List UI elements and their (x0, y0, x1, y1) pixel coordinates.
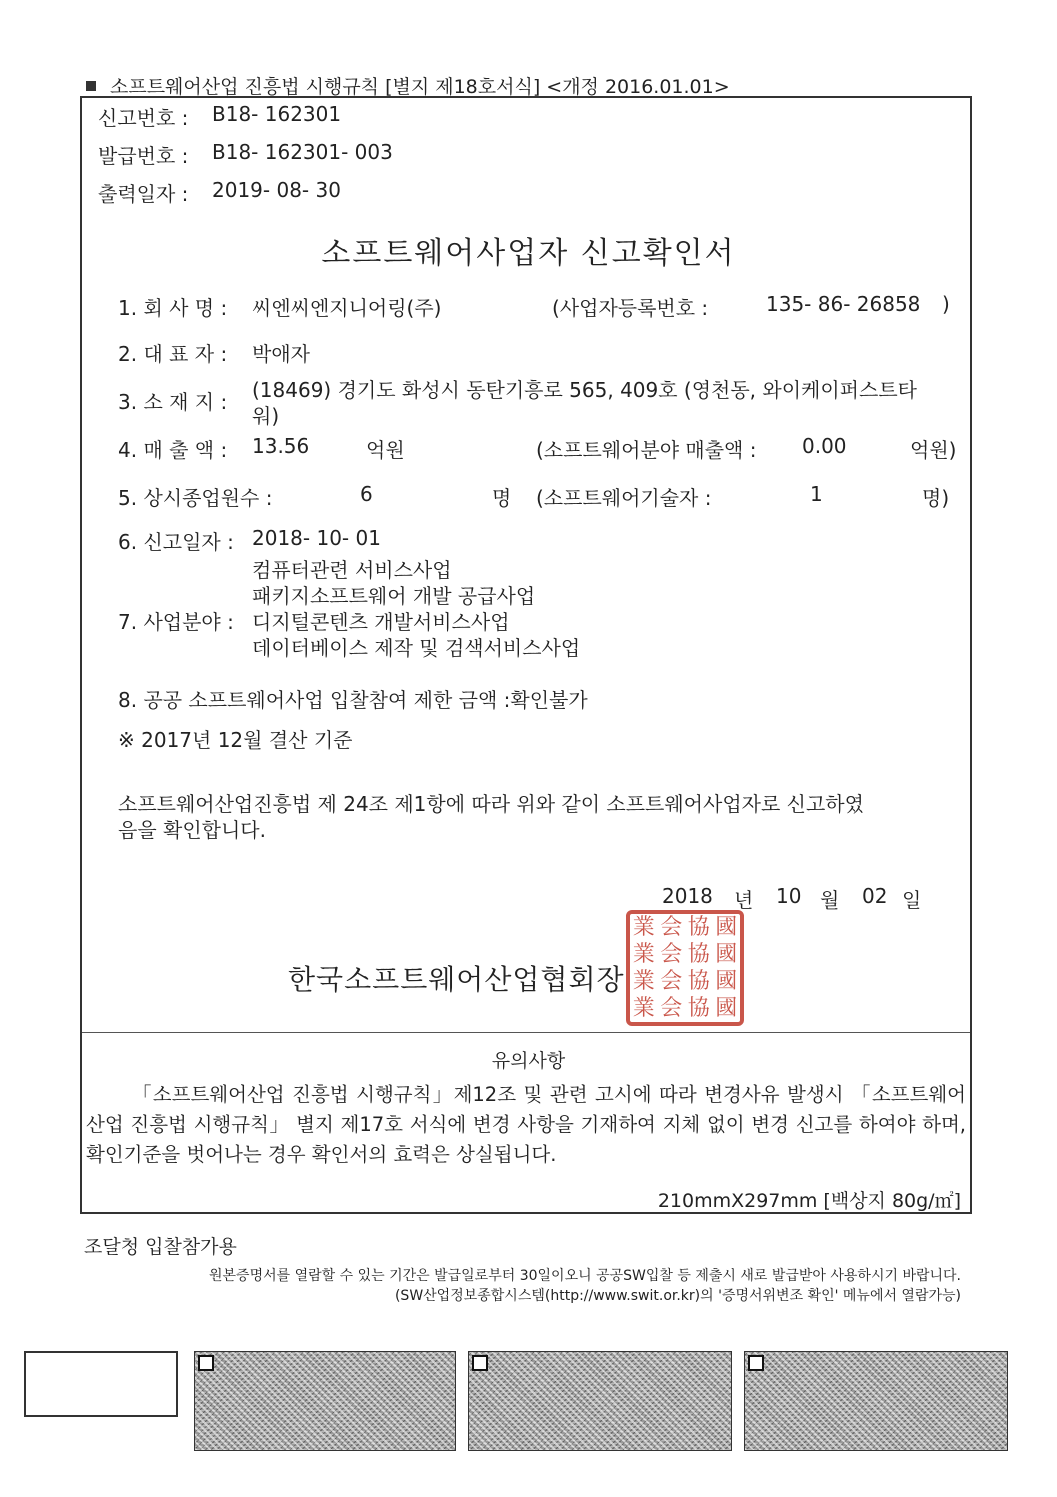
print-date-value: 2019- 08- 30 (212, 178, 341, 202)
address-line2: 워) (252, 404, 280, 428)
employees-label: 5. 상시종업원수 : (118, 486, 273, 510)
seal-char: 國 (715, 941, 738, 967)
section-divider (82, 1032, 970, 1033)
seal-char: 会 (660, 914, 683, 940)
purpose-label: 조달청 입찰참가용 (84, 1236, 237, 1258)
report-number-label: 신고번호 : (98, 106, 189, 130)
employees-value: 6 (360, 482, 373, 506)
statement-line2: 음을 확인합니다. (118, 818, 266, 842)
seal-char: 協 (687, 914, 710, 940)
paper-spec: 210mmX297mm [백상지 80g/㎡] (657, 1190, 961, 1212)
seal-char: 業 (632, 995, 655, 1021)
employees-unit: 명 (492, 486, 512, 510)
sw-engineers-value: 1 (810, 482, 823, 506)
report-date-label: 6. 신고일자 : (118, 530, 234, 554)
business-item: 패키지소프트웨어 개발 공급사업 (252, 584, 536, 608)
business-reg-close: ) (942, 292, 950, 316)
square-bullet-icon (86, 81, 96, 91)
sw-engineers-label: (소프트웨어기술자 : (536, 486, 712, 510)
seal-char: 業 (632, 941, 655, 967)
seal-char: 國 (715, 995, 738, 1021)
sw-sales-unit: 억원) (910, 438, 957, 462)
seal-char: 会 (660, 941, 683, 967)
code-corner-icon (748, 1355, 764, 1371)
seal-char: 協 (687, 995, 710, 1021)
sw-sales-value: 0.00 (802, 434, 847, 458)
seal-char: 協 (687, 941, 710, 967)
company-value: 씨엔씨엔지니어링(주) (252, 296, 442, 320)
sales-label: 4. 매 출 액 : (118, 438, 228, 462)
code-corner-icon (198, 1355, 214, 1371)
business-item: 디지털콘텐츠 개발서비스사업 (252, 610, 510, 634)
ceo-label: 2. 대 표 자 : (118, 342, 228, 366)
address-line1: (18469) 경기도 화성시 동탄기흥로 565, 409호 (영천동, 와이케이퍼스트타 (252, 378, 917, 402)
date-year-unit: 년 (734, 888, 754, 912)
date-month: 10 (776, 884, 802, 908)
blank-box (24, 1351, 178, 1417)
sales-value: 13.56 (252, 434, 310, 458)
issuer-name: 한국소프트웨어산업협회장 (288, 963, 625, 996)
seal-char: 業 (632, 914, 655, 940)
code-corner-icon (472, 1355, 488, 1371)
business-reg-label: (사업자등록번호 : (552, 296, 709, 320)
print-date-label: 출력일자 : (98, 182, 189, 206)
seal-char: 会 (660, 968, 683, 994)
verification-code-2 (468, 1351, 732, 1451)
notice-body: 「소프트웨어산업 진흥법 시행규칙」제12조 및 관련 고시에 따라 변경사유 발생시 「소프트웨어산업 진흥법 시행규칙」 별지 제17호 서식에 변경 사항을 기재하여 지체 없이 변경 신고를 하여야 하며, 확인기준을 벗어나는 경우 확인서의 효력은 상실됩니다. (86, 1083, 966, 1166)
page-title: 소프트웨어사업자 신고확인서 (321, 236, 736, 271)
business-reg-value: 135- 86- 26858 (766, 292, 921, 316)
seal-char: 國 (715, 914, 738, 940)
footer-note-2: (SW산업정보종합시스템(http://www.swit.or.kr)의 '증명서위변조 확인' 메뉴에서 열람가능) (394, 1288, 961, 1304)
sw-sales-label: (소프트웨어분야 매출액 : (536, 438, 757, 462)
business-label: 7. 사업분야 : (118, 610, 234, 634)
form-caption (86, 72, 730, 99)
issue-number-label: 발급번호 : (98, 144, 189, 168)
sw-engineers-unit: 명) (922, 486, 950, 510)
seal-char: 会 (660, 995, 683, 1021)
ceo-value: 박애자 (252, 342, 310, 366)
seal-char: 協 (687, 968, 710, 994)
verification-code-3 (744, 1351, 1008, 1451)
settlement-basis: ※ 2017년 12월 결산 기준 (118, 728, 353, 752)
business-item: 데이터베이스 제작 및 검색서비스사업 (252, 636, 581, 660)
bid-limit: 8. 공공 소프트웨어사업 입찰참여 제한 금액 :확인불가 (118, 688, 588, 712)
statement-line1: 소프트웨어산업진흥법 제 24조 제1항에 따라 위와 같이 소프트웨어사업자로 신고하였 (118, 792, 864, 816)
sales-unit: 억원 (366, 438, 405, 462)
official-seal-icon (626, 910, 744, 1026)
business-item: 컴퓨터관련 서비스사업 (252, 558, 452, 582)
company-label: 1. 회 사 명 : (118, 296, 228, 320)
report-date-value: 2018- 10- 01 (252, 526, 381, 550)
date-year: 2018 (662, 884, 713, 908)
date-day-unit: 일 (902, 888, 922, 912)
seal-char: 國 (715, 968, 738, 994)
seal-char: 業 (632, 968, 655, 994)
footer-note-1: 원본증명서를 열람할 수 있는 기간은 발급일로부터 30일이오니 공공SW입찰 등 제출시 새로 발급받아 사용하시기 바랍니다. (209, 1268, 961, 1284)
date-day: 02 (862, 884, 888, 908)
verification-code-1 (194, 1351, 456, 1451)
date-month-unit: 월 (820, 888, 840, 912)
form-caption-text: 소프트웨어산업 진흥법 시행규칙 [별지 제18호서식] <개정 2016.01.01> (110, 76, 730, 98)
address-label: 3. 소 재 지 : (118, 390, 228, 414)
issue-number-value: B18- 162301- 003 (212, 140, 393, 164)
notice-heading: 유의사항 (491, 1050, 566, 1072)
report-number-value: B18- 162301 (212, 102, 342, 126)
